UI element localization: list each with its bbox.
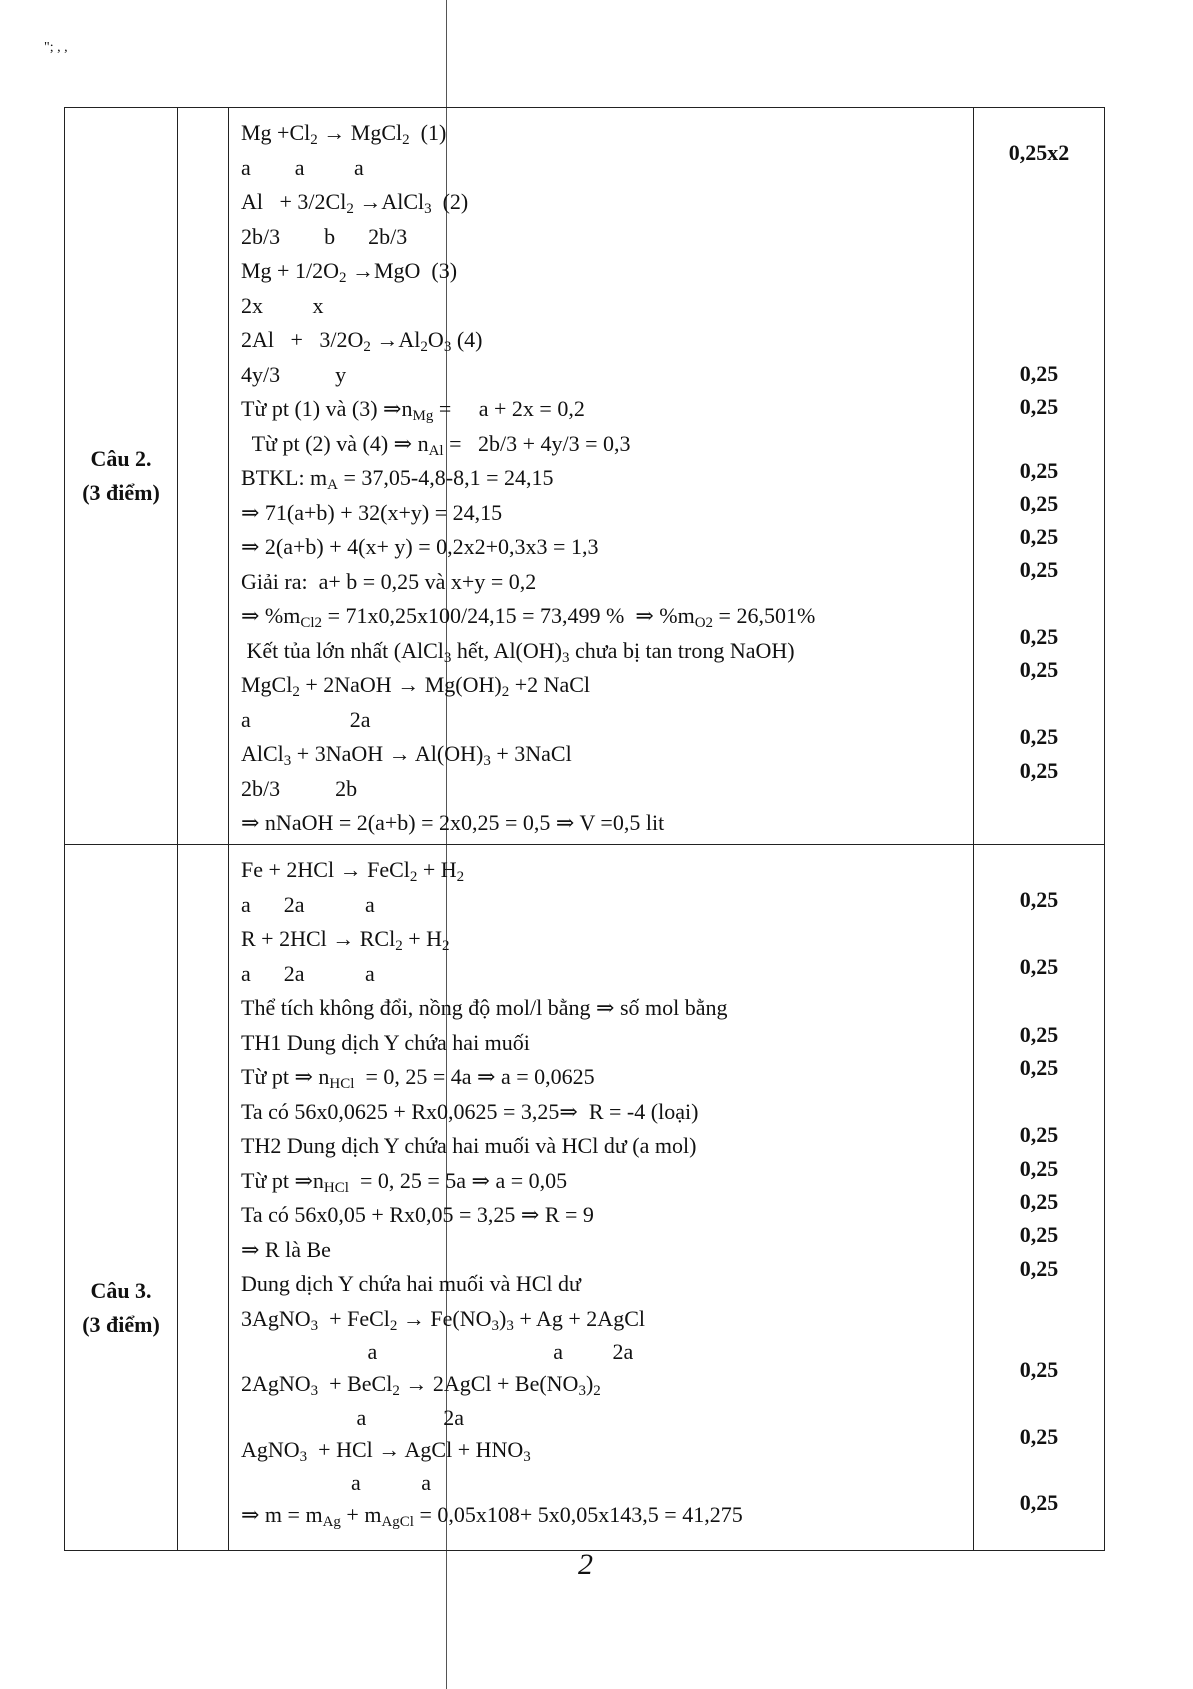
section-label: Câu 3. bbox=[90, 1277, 152, 1303]
section-label-cell bbox=[65, 108, 178, 845]
score: 0,25 bbox=[1019, 1256, 1059, 1281]
content-line: ⇒ R là Be bbox=[241, 1236, 331, 1262]
content-line: Kết tủa lớn nhất (AlCl$_3$ hết, $Al(OH)_3$ chưa bị tan trong NaOH) bbox=[241, 637, 795, 666]
content-line: ⇒ nNaOH = 2(a+b) = 2x0,25 = 0,5 ⇒ V =0,5 lit bbox=[241, 810, 665, 835]
score: 0,25 bbox=[1019, 1222, 1059, 1247]
content-line: Từ pt $\Rightarrow n_{HCl} = 0$, 25 = 5a ⇒ a = 0,05 bbox=[241, 1167, 568, 1196]
score: 0,25 bbox=[1019, 491, 1059, 516]
score: 0,25 bbox=[1019, 624, 1059, 649]
blank-cell bbox=[178, 845, 229, 1551]
content-line: Giải ra: a+ b = 0,25 và x+y = 0,2 bbox=[241, 568, 537, 594]
section-row-cau-2 bbox=[65, 108, 1105, 845]
content-line: ⇒ $m = m_{Ag} + m_{AgCl} = 0,05x108+ 5x0,05x143,5 = 41,275$ bbox=[241, 1502, 743, 1530]
section-points: (3 điểm) bbox=[82, 480, 160, 505]
score: 0,25 bbox=[1019, 458, 1059, 483]
content-line: Dung dịch Y chứa hai muối và HCl dư bbox=[241, 1271, 581, 1296]
content-line: ⇒ 2(a+b) + 4(x+ y) = 0,2x2+0,3x3 = 1,3 bbox=[241, 534, 599, 559]
section-label: Câu 2. bbox=[90, 446, 152, 471]
content-line: 4y/3 y bbox=[241, 361, 347, 387]
score: 0,25 bbox=[1019, 887, 1059, 912]
content-line: a a 2a bbox=[241, 1339, 634, 1364]
content-line: Ta có 56x0,05 + Rx0,05 = 3,25 ⇒ R = 9 bbox=[241, 1202, 594, 1227]
content-line: a 2a a bbox=[241, 960, 375, 986]
section-label-cell bbox=[65, 845, 178, 1551]
content-line: a a a bbox=[241, 154, 364, 180]
content-line: 2b/3 2b bbox=[241, 775, 358, 801]
content-lines bbox=[229, 845, 973, 1533]
content-line: a 2a a bbox=[241, 891, 375, 917]
content-line: $R + 2HCl \to RCl_2 + H_2$ bbox=[241, 926, 450, 954]
content-line: a 2a bbox=[241, 706, 371, 732]
content-line: 2b/3 b 2b/3 bbox=[241, 223, 408, 249]
content-line: Từ pt ⇒ $n_{HCl} = 0$, 25 = 4a ⇒ a = 0,0625 bbox=[241, 1064, 595, 1092]
content-line: 2AgNO$_3$ + BeCl$_2$ → 2AgCl + $Be(NO_3)_2$ bbox=[241, 1371, 601, 1399]
score: 0,25 bbox=[1019, 1189, 1059, 1214]
content-line: BTKL: $m_A = 37,05-4,8-8,1 = 24,15$ bbox=[241, 465, 554, 493]
score: 0,25 bbox=[1019, 557, 1059, 582]
content-line: ⇒ $\%m_{Cl2} = 71x0,25x100/24,15 = 73,499$ % ⇒ $\%m_{O2} = 26,501\%$ bbox=[241, 603, 816, 631]
content-cell bbox=[229, 845, 974, 1551]
content-line: ⇒ 71(a+b) + 32(x+y) = 24,15 bbox=[241, 499, 503, 525]
score: 0,25 bbox=[1019, 1122, 1059, 1147]
score: 0,25x2 bbox=[1008, 140, 1070, 165]
content-line: 3AgNO$_3$ + FeCl$_2$ → $Fe(NO_3)_3 + Ag$ + 2AgCl bbox=[241, 1305, 645, 1334]
content-line: a a bbox=[241, 1470, 432, 1495]
content-line: a 2a bbox=[241, 1404, 465, 1430]
corner-marks: "; , , bbox=[44, 40, 68, 55]
score: 0,25 bbox=[1019, 361, 1059, 386]
content-line: AgNO$_3$ + HCl → AgCl + $HNO_3$ bbox=[241, 1436, 531, 1465]
section-points: (3 điểm) bbox=[82, 1311, 160, 1337]
content-line: Từ pt (1) và (3) $\Rightarrow n_{Mg}$ = a + 2x = 0,2 bbox=[241, 396, 585, 424]
content-cell bbox=[229, 108, 974, 845]
score: 0,25 bbox=[1019, 1357, 1059, 1382]
content-line: TH1 Dung dịch Y chứa hai muối bbox=[241, 1029, 530, 1055]
score: 0,25 bbox=[1019, 1490, 1059, 1515]
content-line: Từ pt (2) và (4) ⇒ $n_{Al} = 2b/3 + 4y/3 = 0,3$ bbox=[241, 430, 631, 459]
content-line: $Mg +Cl_2$ → MgCl$_2$ (1) bbox=[241, 120, 447, 148]
content-line: MgCl$_2$ + 2NaOH → $Mg(OH)_2 +2$ NaCl bbox=[241, 672, 591, 700]
content-line: Fe + 2HCl → FeCl$_2$ + $H_2$ bbox=[241, 857, 465, 885]
score: 0,25 bbox=[1019, 657, 1059, 682]
score: 0,25 bbox=[1019, 1424, 1059, 1449]
content-line: AlCl$_3$ + 3NaOH → $Al(OH)_3$ + 3NaCl bbox=[241, 741, 572, 769]
content-line: $2Al + 3/2O_2 \to Al_2O_3$ (4) bbox=[241, 327, 483, 355]
score: 0,25 bbox=[1019, 954, 1059, 979]
score-cell bbox=[974, 108, 1105, 845]
page-mark: 2 bbox=[578, 1548, 593, 1581]
section-row-cau-3 bbox=[65, 845, 1105, 1551]
content-line: Thể tích không đổi, nồng độ mol/l bằng ⇒ số mol bằng bbox=[241, 995, 728, 1020]
score: 0,25 bbox=[1019, 1055, 1059, 1080]
content-lines bbox=[229, 108, 973, 841]
content-line: TH2 Dung dịch Y chứa hai muối và HCl dư (a mol) bbox=[241, 1133, 697, 1158]
blank-cell bbox=[178, 108, 229, 845]
score: 0,25 bbox=[1019, 524, 1059, 549]
score: 0,25 bbox=[1019, 394, 1059, 419]
content-line: $Al + 3/2Cl_2$ →AlCl$_3$ (2) bbox=[241, 189, 469, 217]
answer-table bbox=[64, 107, 1105, 1551]
content-line: 2x x bbox=[241, 292, 324, 318]
score-cell bbox=[974, 845, 1105, 1551]
score: 0,25 bbox=[1019, 724, 1059, 749]
content-line: $Mg + 1/2O_2 \to MgO$ (3) bbox=[241, 258, 458, 286]
score: 0,25 bbox=[1019, 1156, 1059, 1181]
content-line: Ta có 56x0,0625 + Rx0,0625 = 3,25⇒ R = -4 (loại) bbox=[241, 1098, 699, 1124]
score: 0,25 bbox=[1019, 758, 1059, 783]
score: 0,25 bbox=[1019, 1022, 1059, 1047]
